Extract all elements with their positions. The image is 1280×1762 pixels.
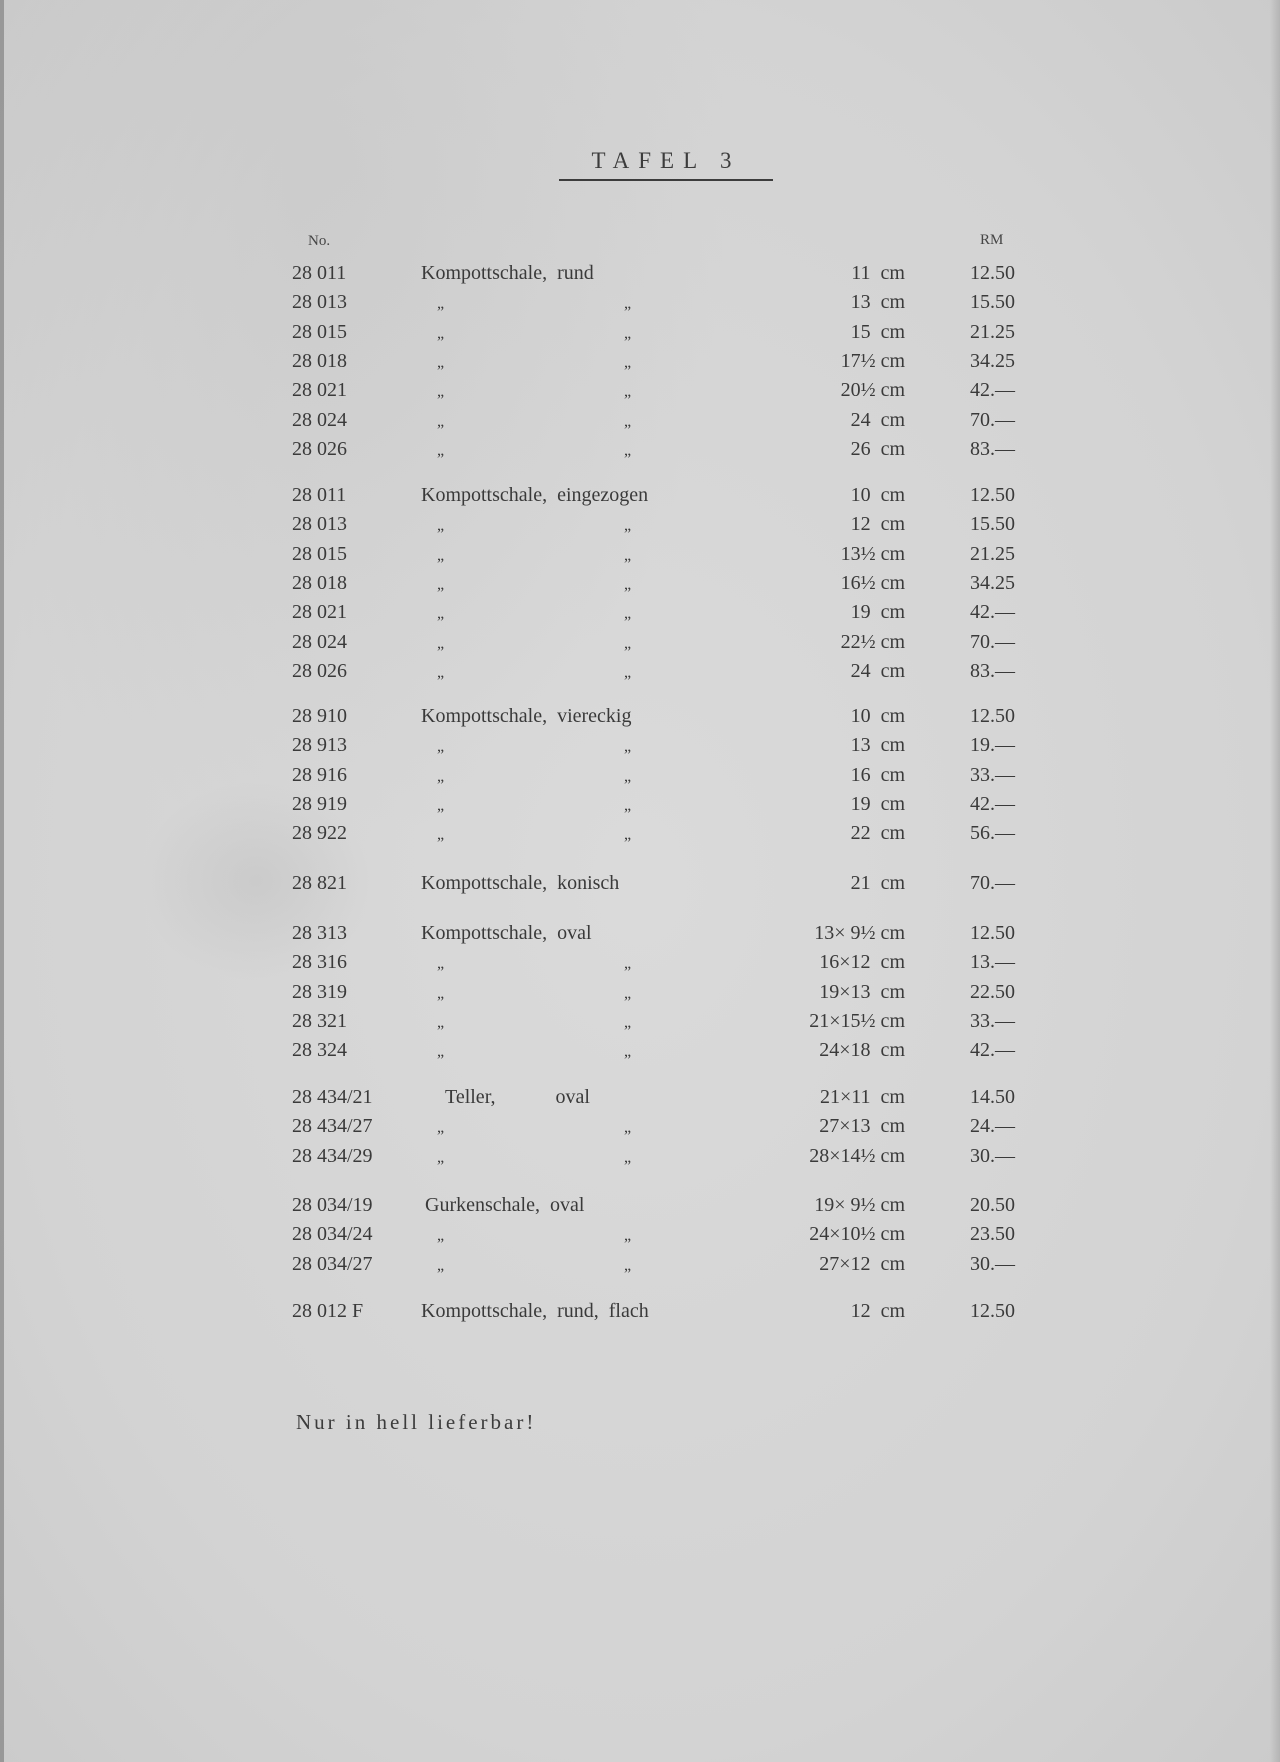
ditto-mark: „ <box>437 295 445 313</box>
item-price: 12.50 <box>970 484 1015 506</box>
item-price: 20.50 <box>970 1194 1015 1216</box>
item-price: 70.— <box>970 408 1015 431</box>
item-number: 28 011 <box>292 484 347 506</box>
item-description: Kompottschale, eingezogen <box>421 484 649 506</box>
item-price: 24.— <box>970 1115 1015 1138</box>
item-price: 42.— <box>970 601 1015 624</box>
item-size: 19×13 cm <box>819 980 905 1003</box>
item-price: 34.25 <box>970 571 1015 594</box>
footer-note: Nur in hell lieferbar! <box>296 1410 537 1434</box>
table-row <box>0 513 1280 541</box>
item-number: 28 316 <box>292 951 347 974</box>
table-row <box>0 631 1280 659</box>
item-price: 12.50 <box>970 1300 1015 1322</box>
ditto-mark: „ <box>437 663 445 681</box>
item-number: 28 011 <box>292 262 347 284</box>
ditto-mark: „ <box>437 1256 445 1274</box>
table-row <box>0 572 1280 600</box>
item-price: 12.50 <box>970 922 1015 944</box>
item-size: 16×12 cm <box>819 951 905 974</box>
table-row <box>0 922 1280 950</box>
item-size: 17½ cm <box>840 349 905 372</box>
table-row <box>0 543 1280 571</box>
item-number: 28 434/29 <box>292 1144 373 1167</box>
table-row <box>0 981 1280 1009</box>
item-price: 70.— <box>970 872 1015 894</box>
item-price: 34.25 <box>970 349 1015 372</box>
table-row <box>0 484 1280 512</box>
item-size: 19× 9½ cm <box>814 1194 905 1216</box>
ditto-mark: „ <box>624 1148 632 1166</box>
ditto-mark: „ <box>437 383 445 401</box>
item-size: 21×11 cm <box>820 1086 905 1108</box>
item-number: 28 034/27 <box>292 1252 373 1275</box>
item-description: Teller, oval <box>445 1086 590 1108</box>
item-price: 21.25 <box>970 542 1015 565</box>
item-number: 28 319 <box>292 980 347 1003</box>
table-row <box>0 705 1280 733</box>
item-description: Kompottschale, oval <box>421 922 592 944</box>
item-price: 21.25 <box>970 320 1015 343</box>
table-row <box>0 660 1280 688</box>
title-underline <box>559 179 773 181</box>
item-size: 27×12 cm <box>819 1252 905 1275</box>
item-size: 26 cm <box>850 437 905 460</box>
item-description: Gurkenschale, oval <box>425 1194 585 1216</box>
item-size: 21×15½ cm <box>809 1009 905 1032</box>
table-row <box>0 291 1280 319</box>
item-size: 22½ cm <box>840 630 905 653</box>
ditto-mark: „ <box>437 546 445 564</box>
table-row <box>0 379 1280 407</box>
table-row <box>0 438 1280 466</box>
item-size: 21 cm <box>850 872 905 894</box>
ditto-mark: „ <box>437 1227 445 1245</box>
table-row <box>0 793 1280 821</box>
item-size: 13 cm <box>850 734 905 757</box>
table-row <box>0 1010 1280 1038</box>
ditto-mark: „ <box>624 546 632 564</box>
table-row <box>0 350 1280 378</box>
item-number: 28 021 <box>292 601 347 624</box>
item-size: 13× 9½ cm <box>814 922 905 944</box>
item-size: 10 cm <box>850 484 905 506</box>
item-price: 15.50 <box>970 291 1015 314</box>
item-size: 19 cm <box>850 792 905 815</box>
ditto-mark: „ <box>437 796 445 814</box>
item-number: 28 434/21 <box>292 1086 373 1108</box>
item-size: 10 cm <box>850 705 905 727</box>
item-price: 13.— <box>970 951 1015 974</box>
ditto-mark: „ <box>437 1013 445 1031</box>
ditto-mark: „ <box>437 1043 445 1061</box>
ditto-mark: „ <box>437 575 445 593</box>
ditto-mark: „ <box>624 796 632 814</box>
ditto-mark: „ <box>624 441 632 459</box>
ditto-mark: „ <box>437 955 445 973</box>
item-number: 28 034/24 <box>292 1223 373 1246</box>
table-row <box>0 262 1280 290</box>
ditto-mark: „ <box>624 663 632 681</box>
table-row <box>0 764 1280 792</box>
ditto-mark: „ <box>624 517 632 535</box>
item-price: 70.— <box>970 630 1015 653</box>
table-row <box>0 1086 1280 1114</box>
table-row <box>0 1145 1280 1173</box>
table-row <box>0 1115 1280 1143</box>
item-price: 30.— <box>970 1144 1015 1167</box>
ditto-mark: „ <box>624 412 632 430</box>
table-row <box>0 822 1280 850</box>
ditto-mark: „ <box>624 575 632 593</box>
item-price: 30.— <box>970 1252 1015 1275</box>
table-row <box>0 409 1280 437</box>
item-size: 20½ cm <box>840 379 905 402</box>
table-row <box>0 734 1280 762</box>
item-number: 28 012 F <box>292 1300 364 1322</box>
table-row <box>0 1223 1280 1251</box>
item-number: 28 015 <box>292 542 347 565</box>
item-number: 28 034/19 <box>292 1194 373 1216</box>
item-size: 24 cm <box>850 408 905 431</box>
column-header-number: No. <box>308 233 331 249</box>
item-number: 28 015 <box>292 320 347 343</box>
ditto-mark: „ <box>437 1119 445 1137</box>
item-size: 24 cm <box>850 659 905 682</box>
item-price: 42.— <box>970 379 1015 402</box>
item-number: 28 013 <box>292 513 347 536</box>
table-row <box>0 601 1280 629</box>
item-size: 12 cm <box>850 513 905 536</box>
ditto-mark: „ <box>624 826 632 844</box>
item-price: 56.— <box>970 822 1015 845</box>
item-price: 23.50 <box>970 1223 1015 1246</box>
ditto-mark: „ <box>624 1013 632 1031</box>
ditto-mark: „ <box>624 1256 632 1274</box>
ditto-mark: „ <box>624 1043 632 1061</box>
table-row <box>0 951 1280 979</box>
ditto-mark: „ <box>437 353 445 371</box>
item-number: 28 919 <box>292 792 347 815</box>
ditto-mark: „ <box>624 324 632 342</box>
ditto-mark: „ <box>624 383 632 401</box>
item-number: 28 018 <box>292 349 347 372</box>
item-price: 42.— <box>970 792 1015 815</box>
item-number: 28 321 <box>292 1009 347 1032</box>
ditto-mark: „ <box>624 1227 632 1245</box>
item-price: 42.— <box>970 1039 1015 1062</box>
item-number: 28 821 <box>292 872 347 894</box>
item-size: 24×10½ cm <box>809 1223 905 1246</box>
ditto-mark: „ <box>624 984 632 1002</box>
item-size: 19 cm <box>850 601 905 624</box>
item-number: 28 026 <box>292 659 347 682</box>
ditto-mark: „ <box>437 441 445 459</box>
item-number: 28 313 <box>292 922 347 944</box>
item-size: 16 cm <box>850 763 905 786</box>
item-size: 22 cm <box>850 822 905 845</box>
item-number: 28 024 <box>292 630 347 653</box>
item-number: 28 021 <box>292 379 347 402</box>
item-price: 33.— <box>970 1009 1015 1032</box>
item-size: 24×18 cm <box>819 1039 905 1062</box>
ditto-mark: „ <box>624 767 632 785</box>
ditto-mark: „ <box>437 826 445 844</box>
item-size: 28×14½ cm <box>809 1144 905 1167</box>
ditto-mark: „ <box>437 984 445 1002</box>
item-price: 14.50 <box>970 1086 1015 1108</box>
item-price: 12.50 <box>970 262 1015 284</box>
item-price: 15.50 <box>970 513 1015 536</box>
item-size: 16½ cm <box>840 571 905 594</box>
ditto-mark: „ <box>624 605 632 623</box>
item-number: 28 434/27 <box>292 1115 373 1138</box>
ditto-mark: „ <box>437 605 445 623</box>
table-row <box>0 1300 1280 1328</box>
table-row <box>0 872 1280 900</box>
item-size: 13½ cm <box>840 542 905 565</box>
ditto-mark: „ <box>437 324 445 342</box>
item-price: 33.— <box>970 763 1015 786</box>
item-number: 28 913 <box>292 734 347 757</box>
column-header-price: RM <box>980 232 1004 248</box>
item-number: 28 922 <box>292 822 347 845</box>
item-number: 28 018 <box>292 571 347 594</box>
item-number: 28 026 <box>292 437 347 460</box>
item-price: 83.— <box>970 437 1015 460</box>
ditto-mark: „ <box>437 517 445 535</box>
ditto-mark: „ <box>437 634 445 652</box>
item-price: 22.50 <box>970 980 1015 1003</box>
item-size: 13 cm <box>850 291 905 314</box>
ditto-mark: „ <box>624 295 632 313</box>
item-price: 19.— <box>970 734 1015 757</box>
item-description: Kompottschale, konisch <box>421 872 620 894</box>
ditto-mark: „ <box>437 412 445 430</box>
ditto-mark: „ <box>624 955 632 973</box>
item-number: 28 324 <box>292 1039 347 1062</box>
ditto-mark: „ <box>437 738 445 756</box>
item-description: Kompottschale, viereckig <box>421 705 632 727</box>
item-number: 28 024 <box>292 408 347 431</box>
item-size: 15 cm <box>850 320 905 343</box>
item-number: 28 013 <box>292 291 347 314</box>
item-size: 27×13 cm <box>819 1115 905 1138</box>
table-row <box>0 1253 1280 1281</box>
item-size: 11 cm <box>851 262 905 284</box>
ditto-mark: „ <box>624 353 632 371</box>
ditto-mark: „ <box>624 1119 632 1137</box>
item-number: 28 916 <box>292 763 347 786</box>
item-size: 12 cm <box>850 1300 905 1322</box>
table-row <box>0 1194 1280 1222</box>
table-row <box>0 1039 1280 1067</box>
item-price: 83.— <box>970 659 1015 682</box>
ditto-mark: „ <box>437 767 445 785</box>
item-description: Kompottschale, rund <box>421 262 594 284</box>
table-row <box>0 321 1280 349</box>
ditto-mark: „ <box>624 634 632 652</box>
item-number: 28 910 <box>292 705 347 727</box>
page-title: TAFEL 3 <box>591 148 741 173</box>
ditto-mark: „ <box>437 1148 445 1166</box>
item-price: 12.50 <box>970 705 1015 727</box>
ditto-mark: „ <box>624 738 632 756</box>
item-description: Kompottschale, rund, flach <box>421 1300 649 1322</box>
